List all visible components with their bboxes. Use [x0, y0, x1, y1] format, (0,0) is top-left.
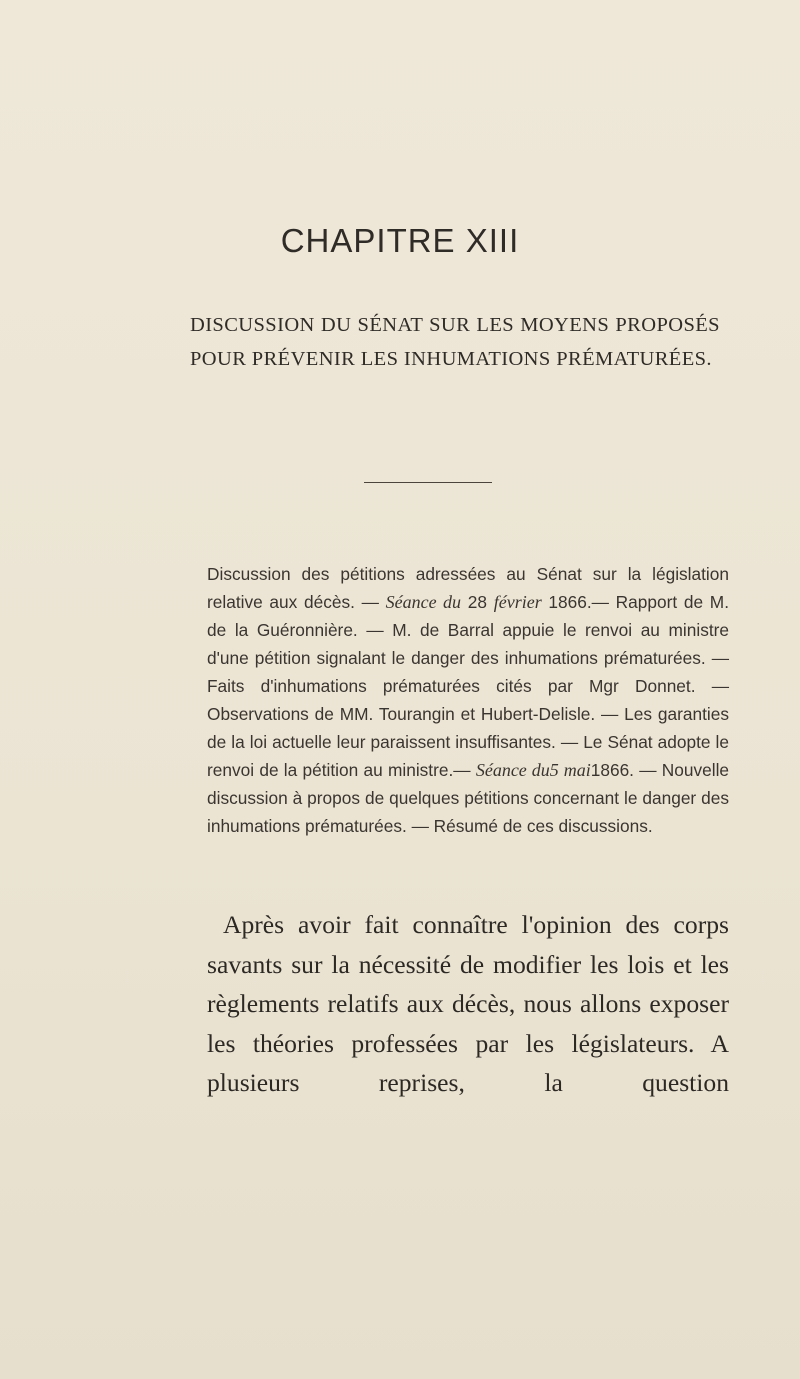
- summary-part-1: Discussion des pétitions adressées au Sénat sur la législation relative aux décès. —: [207, 564, 729, 612]
- section-divider: [364, 482, 492, 483]
- summary-date-1-month: février: [493, 592, 542, 612]
- chapter-summary: [207, 560, 729, 840]
- body-paragraph-text: Après avoir fait connaître l'opinion des corps savants sur la nécessité de modifier les lois et les règlements relatifs aux décès, nous allons exposer les théories professées par les législateurs. A plusieurs reprises, la question: [207, 910, 729, 1097]
- summary-date-2-day: 5: [549, 760, 559, 780]
- chapter-title: CHAPITRE XIII: [280, 222, 520, 259]
- chapter-subtitle: DISCUSSION DU SÉNAT SUR LES MOYENS PROPOSÉS POUR PRÉVENIR LES INHUMATIONS PRÉMATURÉES.: [190, 314, 720, 370]
- summary-date-2-month: mai: [558, 760, 591, 780]
- summary-part-3: 1866. — Nouvelle discussion à propos de quelques pétitions concernant le danger des inhumations prématurées. — Résumé de ces discussions.: [207, 760, 730, 836]
- summary-date-1-day: 28: [461, 592, 494, 612]
- summary-seance-1: Séance du: [385, 592, 462, 612]
- summary-seance-2: Séance du: [475, 760, 550, 780]
- body-paragraph: [207, 905, 729, 1103]
- summary-part-2: 1866.— Rapport de M. de la Guéronnière. — M. de Barral appuie le renvoi au ministre d'une pétition signalant le danger des inhumations prématurées. — Faits d'inhumations prématurées cités par Mgr Donnet. — Observations de MM. Tourangin et Hubert-Delisle. — Les garanties de la loi actuelle leur paraissent insuffisantes. — Le Sénat adopte le renvoi de la pétition au ministre.—: [207, 592, 730, 780]
